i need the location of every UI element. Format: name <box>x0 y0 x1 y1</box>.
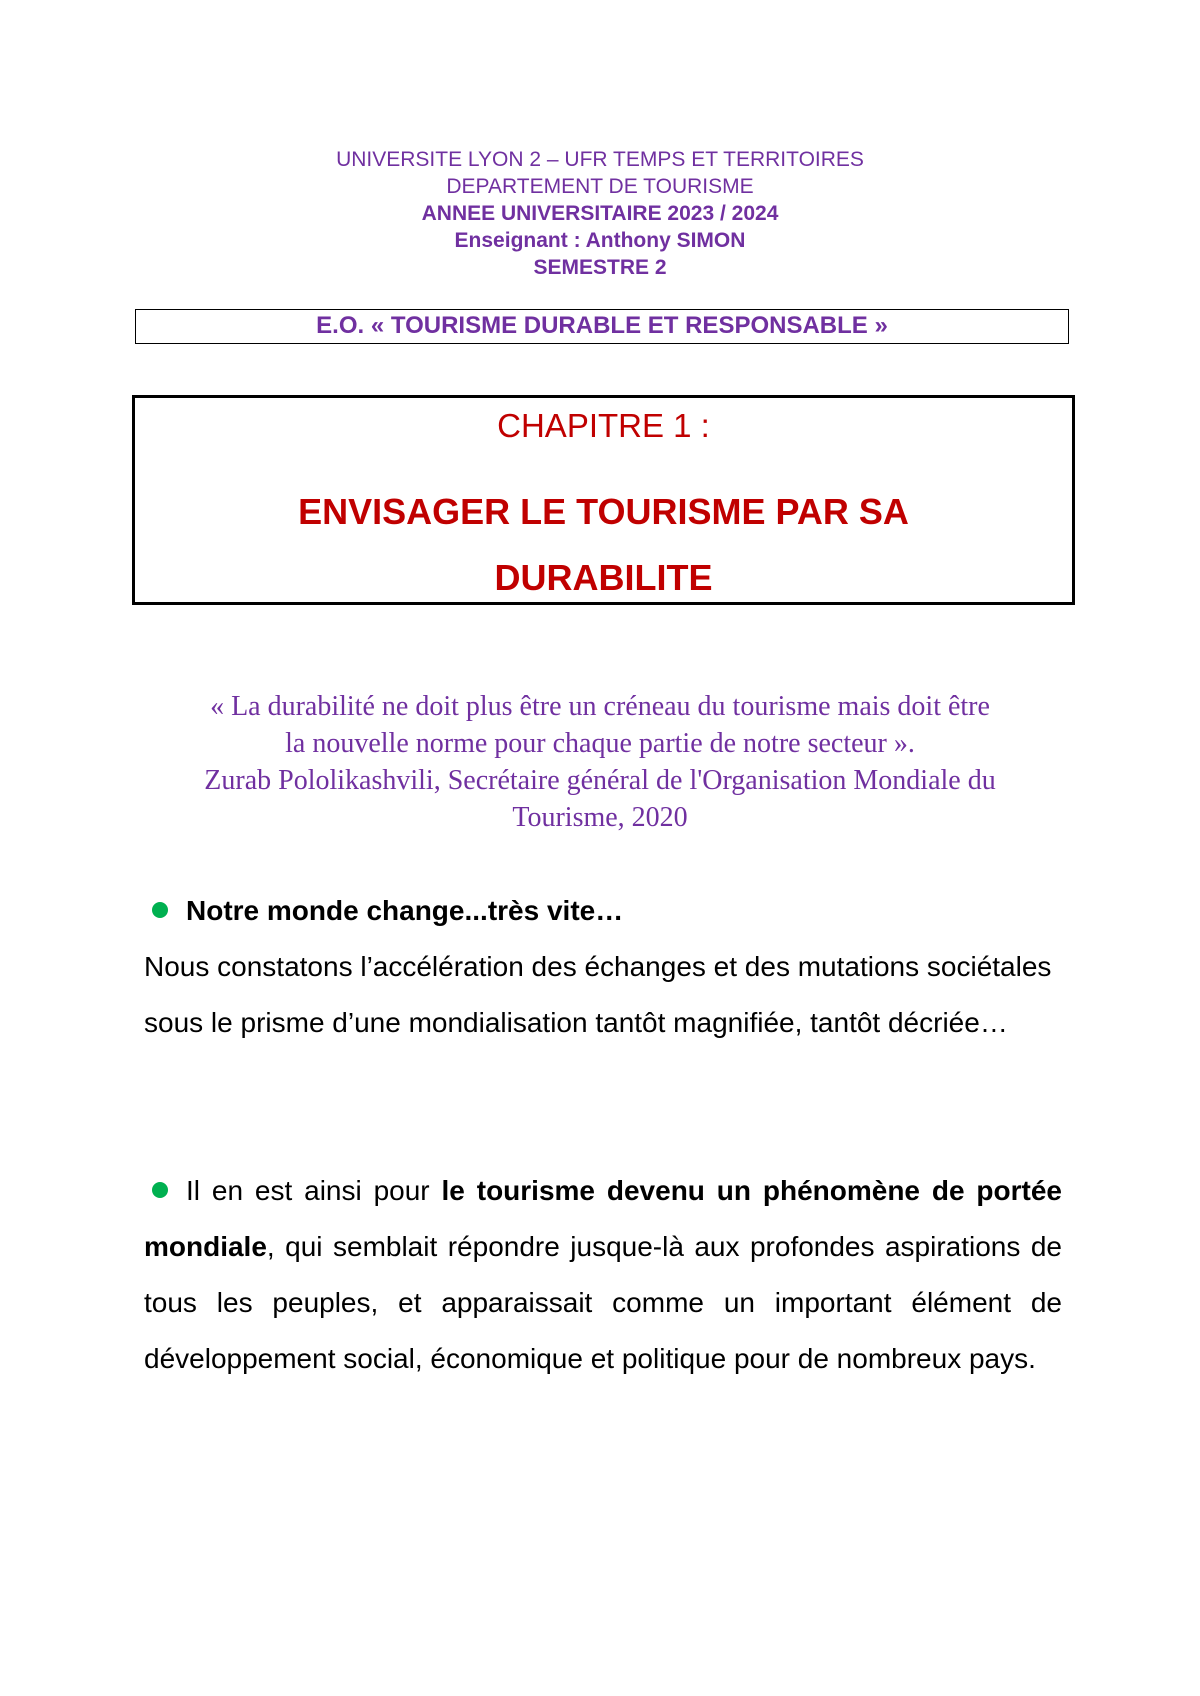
quote-attribution-line-2: Tourisme, 2020 <box>512 802 688 833</box>
quote-line-1: « La durabilité ne doit plus être un créneau du tourisme mais doit être <box>210 691 990 722</box>
section-1-body: Nous constatons l’accélération des échanges et des mutations sociétales sous le prisme d’une mondialisation tantôt magnifiée, tantôt décriée… <box>144 951 1052 1038</box>
header-department: DEPARTEMENT DE TOURISME <box>446 175 754 198</box>
section-2-bold-phrase: le tourisme devenu un phénomène de portée mondiale <box>144 1175 1062 1262</box>
header-semester: SEMESTRE 2 <box>533 256 667 279</box>
university-header <box>0 146 1200 281</box>
course-title-box <box>135 309 1069 344</box>
epigraph-quote <box>130 688 1070 836</box>
section-2-intro: Il en est ainsi pour <box>186 1175 442 1206</box>
header-academic-year: ANNEE UNIVERSITAIRE 2023 / 2024 <box>421 202 779 225</box>
quote-attribution-line-1: Zurab Pololikashvili, Secrétaire général de l'Organisation Mondiale du <box>204 765 996 796</box>
chapter-title-line-2: DURABILITE <box>494 557 713 598</box>
section-2-body: , qui semblait répondre jusque-là aux profondes aspirations de tous les peuples, et apparaissait comme un important élément de développement social, économique et politique pour de nombreux pays. <box>144 1231 1062 1374</box>
section-1-heading: Notre monde change...très vite… <box>186 895 624 926</box>
chapter-title <box>135 479 1072 611</box>
header-teacher: Enseignant : Anthony SIMON <box>454 229 746 252</box>
green-bullet-icon <box>152 1182 168 1198</box>
course-title: E.O. « TOURISME DURABLE ET RESPONSABLE » <box>316 312 888 339</box>
green-bullet-icon <box>152 902 168 918</box>
quote-line-2: la nouvelle norme pour chaque partie de notre secteur ». <box>285 728 915 759</box>
section-1-heading-row <box>144 883 1062 939</box>
section-world-changing <box>144 883 1062 1051</box>
chapter-box <box>132 395 1075 605</box>
chapter-label: CHAPITRE 1 : <box>497 407 710 444</box>
chapter-title-line-1: ENVISAGER LE TOURISME PAR SA <box>298 491 909 532</box>
header-university: UNIVERSITE LYON 2 – UFR TEMPS ET TERRITOIRES <box>336 148 864 171</box>
section-tourism-global <box>144 1163 1062 1387</box>
